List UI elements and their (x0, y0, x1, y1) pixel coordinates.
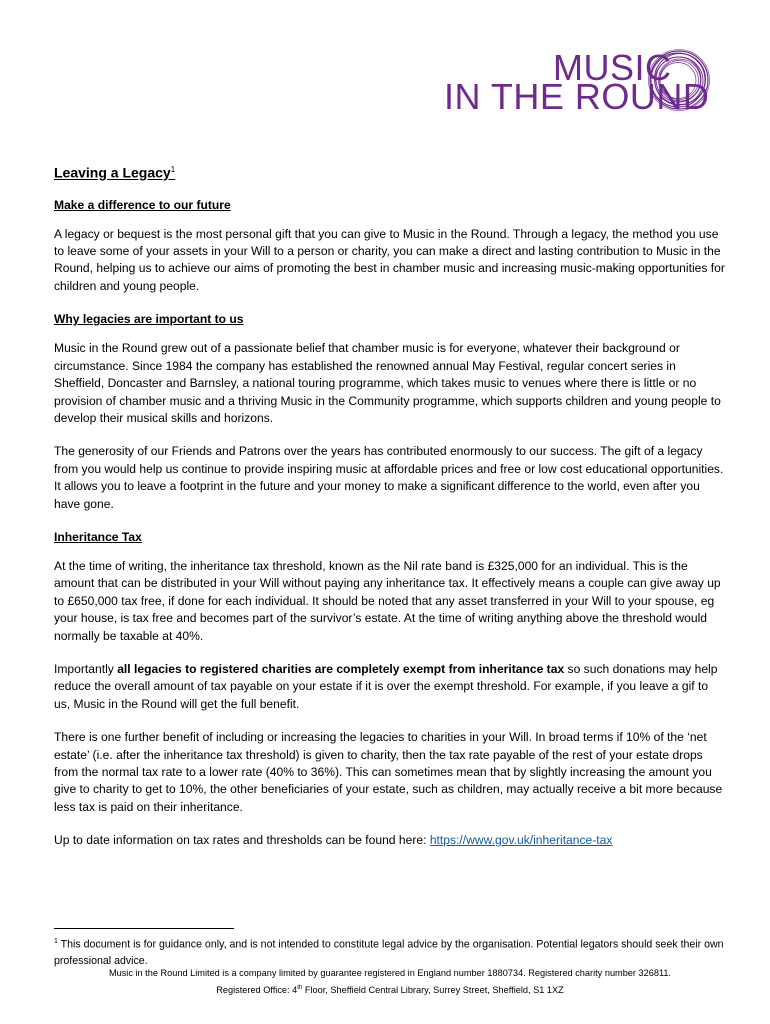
paragraph-more-info (54, 832, 726, 849)
paragraph-exemption (54, 661, 726, 713)
gov-uk-inheritance-tax-link[interactable]: https://www.gov.uk/inheritance-tax (429, 833, 613, 848)
paragraph-history: Music in the Round grew out of a passionate belief that chamber music is for everyone, whatever their background or circumstance. Since 1984 the company has established the renowned annual May Festival, regular concert series in Sheffield, Doncaster and Barnsley, a national touring programme, which takes music to venues where there is little or no provision of chamber music and a thriving Music in the Community programme, which supports children and young people to develop their musical skills and horizons. (54, 341, 721, 425)
registered-office (54, 981, 726, 998)
footnote (54, 934, 726, 969)
company-info (54, 966, 726, 998)
document-body (54, 160, 726, 866)
footnote-text: This document is for guidance only, and is not intended to constitute legal advice by the organisation. Potential legators should seek their own professional advice. (54, 938, 724, 967)
heading-why-legacies: Why legacies are important to us (54, 312, 244, 327)
paragraph-legacy-intro: A legacy or bequest is the most personal gift that you can give to Music in the Round. Through a legacy, the method you use to leave some of your assets in your Will to a person or charity, you can make a direct and lasting contribution to Music in the Round, helping us to achieve our aims of promoting the best in chamber music and increasing music-making opportunities for children and young people. (54, 226, 725, 293)
paragraph-generosity: The generosity of our Friends and Patrons over the years has contributed enormously to our success. The gift of a legacy from you would help us continue to provide inspiring music at affordable prices and free or low cost educational opportunities. It allows you to leave a footprint in the future and your money to make a significant difference to the world, even after you have gone. (54, 444, 724, 511)
page-title (54, 160, 726, 183)
registered-office-end: Floor, Sheffield Central Library, Surrey Street, Sheffield, S1 1XZ (302, 985, 564, 996)
exemption-text-start: Importantly (54, 661, 118, 676)
exemption-text-end: so such donations may help reduce the overall amount of tax payable on your estate if it is over the exempt threshold. For example, if you leave a gif to us, Music in the Round will get the full benefit. (54, 661, 718, 711)
paragraph-further-benefit: There is one further benefit of including or increasing the legacies to charities in your Will. In broad terms if 10% of the ‘net estate’ (i.e. after the inheritance tax threshold) is given to charity, then the tax rate payable of the rest of your estate drops from the normal tax rate to a lower rate (40% to 36%). This can sometimes mean that by slightly increasing the amount you give to charity to get to 10%, the other beneficiaries of your estate, such as children, may actually receive a bit more because less tax is paid on their inheritance. (54, 730, 723, 814)
page-title-text: Leaving a Legacy (54, 164, 171, 181)
company-registration: Music in the Round Limited is a company limited by guarantee registered in England number 1880734. Registered charity number 326811. (108, 968, 672, 978)
footnote-divider (54, 928, 234, 929)
logo-ring-icon (647, 48, 711, 112)
paragraph-threshold: At the time of writing, the inheritance tax threshold, known as the Nil rate band is £325,000 for an individual. This is the amount that can be distributed in your Will without paying any inheritance tax. It effectively means a couple can give away up to £650,000 tax free, if done for each individual. It should be noted that any asset transferred in your Will to your spouse, eg your house, is tax free and becomes part of the survivor’s estate. At the time of writing anything above the threshold would normally be taxable at 40%. (54, 558, 721, 643)
logo-text-music: MUSIC (553, 47, 672, 88)
heading-make-a-difference: Make a difference to our future (54, 197, 231, 212)
heading-inheritance-tax: Inheritance Tax (54, 529, 142, 544)
exemption-bold-text: all legacies to registered charities are completely exempt from inheritance tax (117, 661, 565, 676)
footnote-marker: 1 (54, 938, 58, 945)
registered-office-ordinal: th (297, 985, 303, 991)
title-footnote-ref: 1 (170, 165, 176, 174)
registered-office-start: Registered Office: 4 (216, 985, 298, 996)
music-in-the-round-logo (440, 46, 710, 118)
logo-text-in-the-round: IN THE ROUND (444, 76, 710, 117)
more-info-text: Up to date information on tax rates and thresholds can be found here: (54, 833, 430, 848)
